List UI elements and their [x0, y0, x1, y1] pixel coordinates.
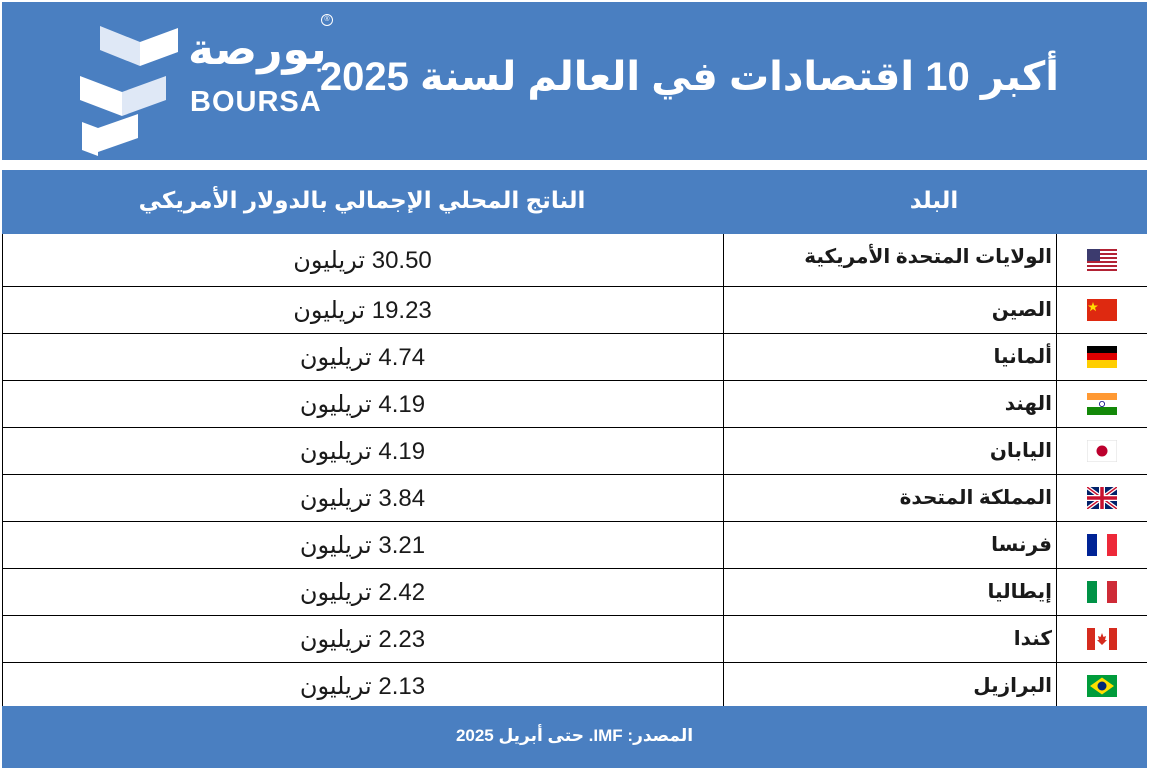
gdp-cell: 4.74 تريليون [2, 334, 724, 380]
table-row [2, 381, 1147, 428]
boursa-logo-icon [78, 16, 188, 158]
table-row [2, 663, 1147, 710]
footer-banner [2, 706, 1147, 768]
china-flag-icon [1057, 287, 1147, 333]
brazil-flag-icon [1057, 663, 1147, 709]
gdp-cell: 2.42 تريليون [2, 569, 724, 615]
country-cell: الهند [724, 381, 1057, 427]
gdp-cell: 19.23 تريليون [2, 287, 724, 333]
canada-flag-icon [1057, 616, 1147, 662]
country-cell: ألمانيا [724, 334, 1057, 380]
table-row [2, 616, 1147, 663]
gdp-cell: 4.19 تريليون [2, 428, 724, 474]
country-cell: الصين [724, 287, 1057, 333]
table-row [2, 334, 1147, 381]
country-cell: كندا [724, 616, 1057, 662]
boursa-logo [78, 16, 348, 158]
us-flag-icon [1057, 234, 1147, 286]
gdp-cell: 2.13 تريليون [2, 663, 724, 709]
uk-flag-icon [1057, 475, 1147, 521]
table-row [2, 287, 1147, 334]
table-row [2, 428, 1147, 475]
japan-flag-icon [1057, 428, 1147, 474]
france-flag-icon [1057, 522, 1147, 568]
country-cell: المملكة المتحدة [724, 475, 1057, 521]
gdp-cell: 2.23 تريليون [2, 616, 724, 662]
logo-english-text: BOURSA [190, 86, 322, 118]
header-banner [2, 2, 1147, 160]
india-flag-icon [1057, 381, 1147, 427]
table-row [2, 522, 1147, 569]
italy-flag-icon [1057, 569, 1147, 615]
table-row [2, 475, 1147, 522]
country-cell: إيطاليا [724, 569, 1057, 615]
table-row [2, 234, 1147, 287]
country-cell: الولايات المتحدة الأمريكية [724, 234, 1057, 286]
gdp-cell: 30.50 تريليون [2, 234, 724, 286]
country-cell: البرازيل [724, 663, 1057, 709]
registered-mark: ® [321, 14, 333, 26]
gdp-cell: 4.19 تريليون [2, 381, 724, 427]
country-cell: فرنسا [724, 522, 1057, 568]
column-header-country: البلد [909, 187, 959, 213]
column-header-gdp: الناتج المحلي الإجمالي بالدولار الأمريكي [138, 187, 586, 213]
table-row [2, 569, 1147, 616]
country-cell: اليابان [724, 428, 1057, 474]
logo-arabic-text: بورصة [188, 25, 327, 74]
infographic [2, 2, 1147, 766]
gdp-cell: 3.84 تريليون [2, 475, 724, 521]
source-note: المصدر: IMF. حتى أبريل 2025 [455, 726, 694, 745]
table-body [2, 234, 1147, 710]
gdp-cell: 3.21 تريليون [2, 522, 724, 568]
germany-flag-icon [1057, 334, 1147, 380]
page-title: أكبر 10 اقتصادات في العالم لسنة 2025 [319, 55, 1059, 99]
table-header [2, 170, 1147, 234]
